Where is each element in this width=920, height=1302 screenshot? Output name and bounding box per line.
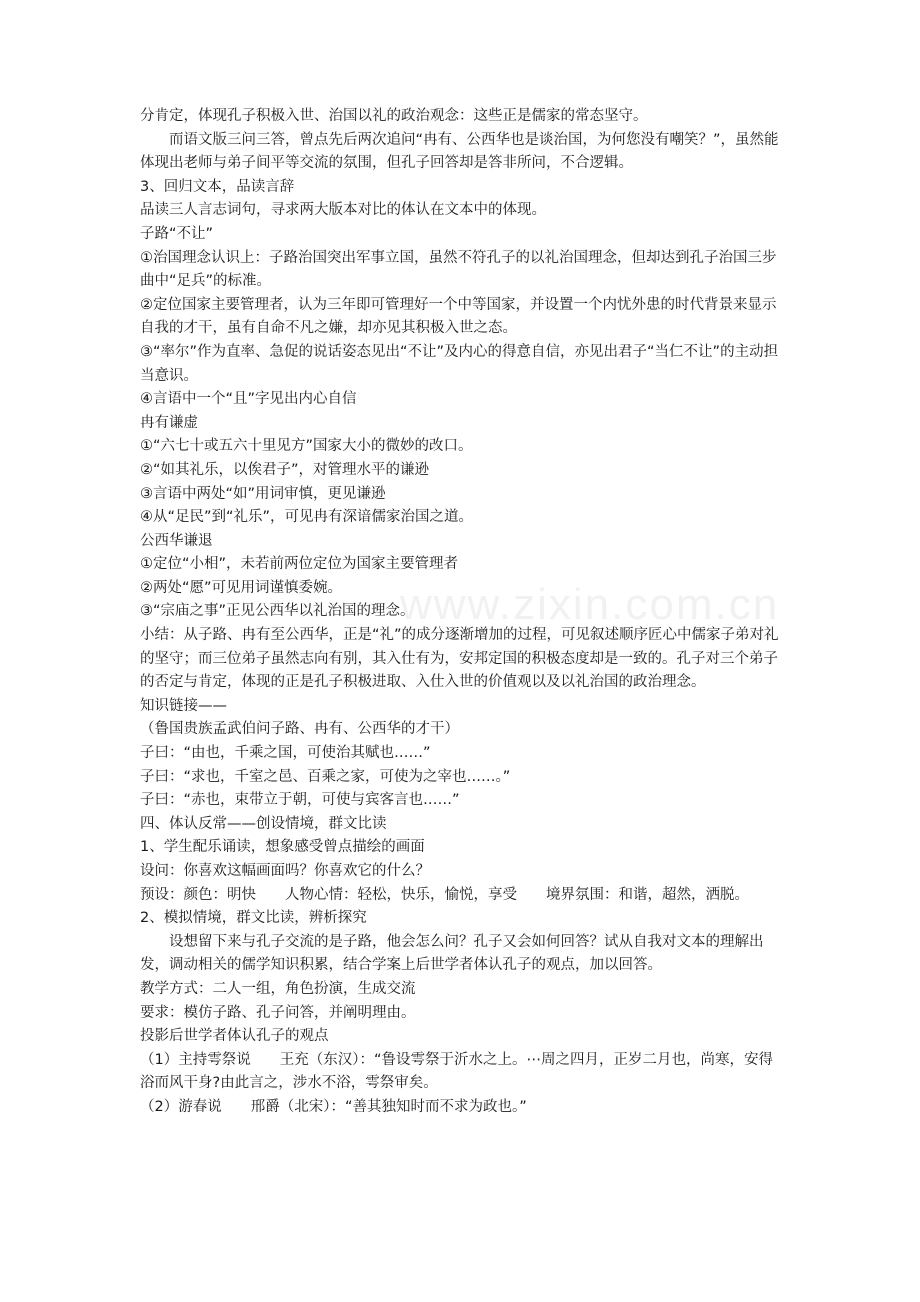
document-body bbox=[140, 105, 780, 1120]
list-item: ②定位国家主要管理者，认为三年即可管理好一个中等国家，并设置一个内忧外患的时代背景来显示自我的才干，虽有自命不凡之嫌，却亦见其积极入世之态。 bbox=[140, 296, 777, 337]
watermark: www.zixin.com.cn bbox=[400, 580, 780, 629]
list-item: ②“如其礼乐，以俟君子”，对管理水平的谦逊 bbox=[140, 461, 430, 478]
paragraph: 品读三人言志词句，寻求两大版本对比的体认在文本中的体现。 bbox=[140, 202, 546, 219]
paragraph: 设问：你喜欢这幅画面吗？你喜欢它的什么？ bbox=[140, 863, 430, 879]
paragraph: 预设：颜色：明快 人物心情：轻松，快乐，愉悦，享受 境界氛围：和谐，超然，洒脱。 bbox=[140, 886, 749, 903]
paragraph: 设想留下来与孔子交流的是子路，他会怎么问？孔子又会如何回答？试从自我对文本的理解出发，调动相关的儒学知识积累，结合学案上后世学者体认孔子的观点，加以回答。 bbox=[140, 933, 764, 974]
list-item: ①治国理念认识上：子路治国突出军事立国，虽然不符孔子的以礼治国理念，但却达到孔子治国三步曲中“足兵”的标准。 bbox=[140, 249, 777, 290]
section-heading: 1、学生配乐诵读，想象感受曾点描绘的画面 bbox=[140, 839, 425, 856]
quote-paragraph: （2）游春说 邢爵（北宋）：“善其独知时而不求为政也。” bbox=[140, 1098, 527, 1115]
quote-paragraph: （1）主持雩祭说 王充（东汉）：“鲁设雩祭于沂水之上。⋯周之四月，正岁二月也，尚寒，安得浴而风干身?由此言之，涉水不浴，雩祭审矣。 bbox=[140, 1051, 773, 1092]
paragraph: 而语文版三问三答，曾点先后两次追问“冉有、公西华也是谈治国，为何您没有嘲笑？”，虽然能体现出老师与弟子间平等交流的氛围，但孔子回答却是答非所问，不合逻辑。 bbox=[140, 131, 779, 172]
summary-paragraph: 小结：从子路、冉有至公西华，正是“礼”的成分逐渐增加的过程，可见叙述顺序匠心中儒家子弟对礼的坚守；而三位弟子虽然志向有别，其入仕有为，安邦定国的积极态度却是一致的。孔子对三个弟子的否定与肯定，体现的正是孔子积极进取、入仕入世的价值观以及以礼治国的政治理念。 bbox=[140, 627, 779, 691]
list-item: ①“六七十或五六十里见方”国家大小的微妙的改口。 bbox=[140, 438, 473, 455]
paragraph: 分肯定，体现孔子积极入世、治国以礼的政治观念：这些正是儒家的常态坚守。 bbox=[140, 108, 648, 124]
subheading: 知识链接—— bbox=[140, 697, 227, 714]
subheading: 子路“不让” bbox=[140, 225, 214, 242]
list-item: ①定位“小相”，未若前两位定位为国家主要管理者 bbox=[140, 556, 459, 573]
paragraph: 投影后世学者体认孔子的观点 bbox=[140, 1028, 329, 1045]
paragraph: 教学方式：二人一组，角色扮演，生成交流 bbox=[140, 980, 416, 997]
section-heading: 四、体认反常——创设情境，群文比读 bbox=[140, 815, 387, 832]
list-item: ④言语中一个“且”字见出内心自信 bbox=[140, 391, 357, 408]
quote-line: 子曰：“由也，千乘之国，可使治其赋也……” bbox=[140, 745, 431, 762]
paragraph: （鲁国贵族孟武伯问子路、冉有、公西华的才干） bbox=[140, 721, 459, 738]
list-item: ③“率尔”作为直率、急促的说话姿态见出“不让”及内心的得意自信，亦见出君子“当仁不让”的主动担当意识。 bbox=[140, 343, 779, 384]
list-item: ④从“足民”到“礼乐”，可见冉有深谙儒家治国之道。 bbox=[140, 509, 474, 526]
list-item: ②两处“愿”可见用词谨慎委婉。 bbox=[140, 579, 343, 596]
section-heading: 3、回归文本，品读言辞 bbox=[140, 178, 295, 195]
list-item: ③言语中两处“如”用词审慎，更见谦逊 bbox=[140, 485, 386, 502]
quote-line: 子曰：“求也，千室之邑、百乘之家，可使为之宰也……。” bbox=[140, 768, 511, 785]
subheading: 冉有谦虚 bbox=[140, 414, 198, 431]
list-item: ③“宗庙之事”正见公西华以礼治国的理念。 bbox=[140, 603, 415, 620]
quote-line: 子曰：“赤也，束带立于朝，可使与宾客言也……” bbox=[140, 792, 460, 809]
paragraph: 要求：模仿子路、孔子问答，并阐明理由。 bbox=[140, 1004, 416, 1021]
subheading: 公西华谦退 bbox=[140, 532, 213, 549]
section-heading: 2、模拟情境，群文比读，辨析探究 bbox=[140, 910, 367, 927]
